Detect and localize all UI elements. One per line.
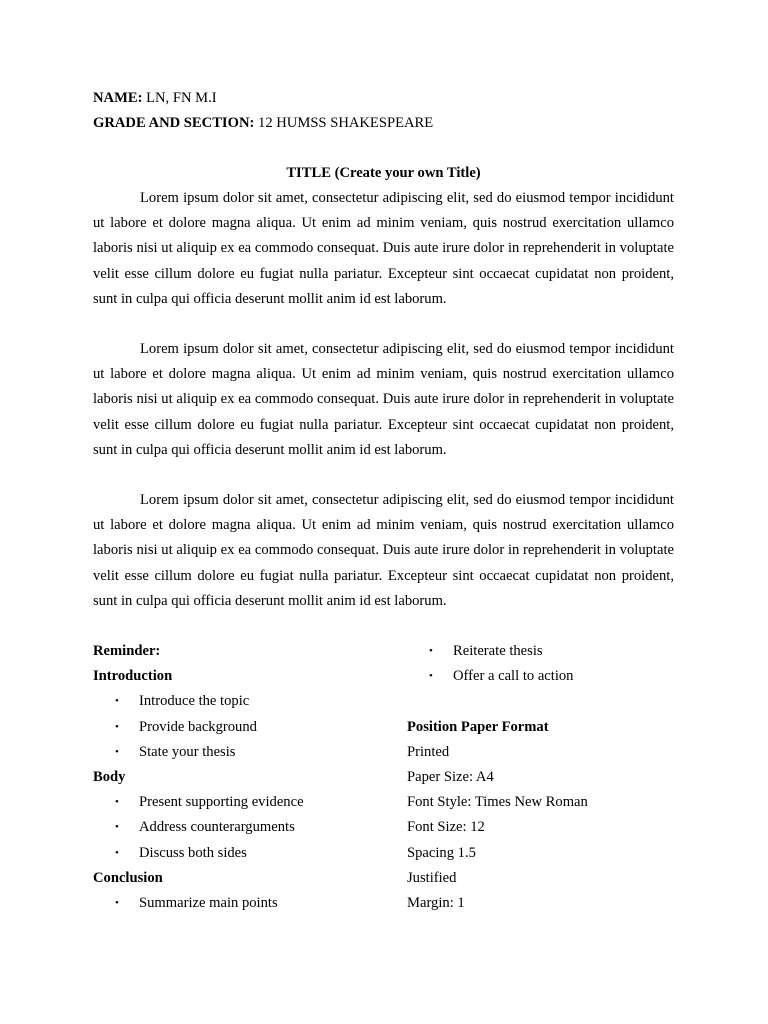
format-item: Justified [407, 869, 457, 886]
body-paragraph: Lorem ipsum dolor sit amet, consectetur adipiscing elit, sed do eiusmod tempor incididunt ut labore et dolore magna aliqua. Ut enim ad minim veniam, quis nostrud exercitation ullamco laboris nisi ut aliquip ex ea commodo consequat. Duis aute irure dolor in reprehenderit in voluptate velit esse cillum dolore eu fugiat nulla pariatur. Excepteur sint occaecat cupidatat non proident, sunt in culpa qui officia deserunt mollit anim id est laborum. [93, 190, 674, 307]
bullet-icon: • [115, 745, 119, 758]
format-item: Font Style: Times New Roman [407, 794, 588, 811]
list-item: • State your thesis [93, 740, 393, 765]
reminder-column [93, 639, 393, 916]
bullet-icon: • [115, 695, 119, 708]
list-item: • Present supporting evidence [93, 790, 393, 815]
list-item: • Discuss both sides [93, 841, 393, 866]
grade-section-line [93, 111, 674, 136]
list-item: • Reiterate thesis [407, 639, 674, 664]
grade-section-value: 12 HUMSS SHAKESPEARE [254, 115, 434, 131]
name-line [93, 86, 674, 111]
spacer [407, 689, 674, 714]
list-item: • Address counterarguments [93, 815, 393, 840]
bullet-icon: • [115, 720, 119, 733]
reminder-section [93, 639, 674, 919]
list-item: • Summarize main points [93, 891, 393, 916]
document-page [93, 86, 674, 919]
bullet-icon: • [429, 645, 433, 658]
format-column [407, 639, 674, 916]
format-item: Font Size: 12 [407, 819, 485, 836]
list-item: • Provide background [93, 715, 393, 740]
grade-section-label: GRADE AND SECTION: [93, 115, 255, 131]
format-item: Margin: 1 [407, 894, 465, 911]
format-item: Paper Size: A4 [407, 768, 494, 785]
document-title: TITLE (Create your own Title) [286, 165, 481, 181]
format-heading: Position Paper Format [407, 718, 549, 735]
bullet-icon: • [115, 796, 119, 809]
body-paragraph: Lorem ipsum dolor sit amet, consectetur adipiscing elit, sed do eiusmod tempor incididunt ut labore et dolore magna aliqua. Ut enim ad minim veniam, quis nostrud exercitation ullamco laboris nisi ut aliquip ex ea commodo consequat. Duis aute irure dolor in reprehenderit in voluptate velit esse cillum dolore eu fugiat nulla pariatur. Excepteur sint occaecat cupidatat non proident, sunt in culpa qui officia deserunt mollit anim id est laborum. [93, 341, 674, 458]
bullet-icon: • [115, 896, 119, 909]
bullet-icon: • [115, 846, 119, 859]
list-item: • Introduce the topic [93, 689, 393, 714]
body-paragraph: Lorem ipsum dolor sit amet, consectetur adipiscing elit, sed do eiusmod tempor incididunt ut labore et dolore magna aliqua. Ut enim ad minim veniam, quis nostrud exercitation ullamco laboris nisi ut aliquip ex ea commodo consequat. Duis aute irure dolor in reprehenderit in voluptate velit esse cillum dolore eu fugiat nulla pariatur. Excepteur sint occaecat cupidatat non proident, sunt in culpa qui officia deserunt mollit anim id est laborum. [93, 492, 674, 609]
bullet-icon: • [429, 670, 433, 683]
format-item: Spacing 1.5 [407, 844, 476, 861]
format-item: Printed [407, 743, 450, 760]
name-label: NAME: [93, 90, 143, 106]
body-heading: Body [93, 768, 126, 785]
reminder-heading: Reminder: [93, 643, 161, 660]
name-value: LN, FN M.I [142, 90, 217, 106]
bullet-icon: • [115, 821, 119, 834]
list-item: • Offer a call to action [407, 664, 674, 689]
introduction-heading: Introduction [93, 668, 173, 685]
conclusion-heading: Conclusion [93, 869, 163, 886]
